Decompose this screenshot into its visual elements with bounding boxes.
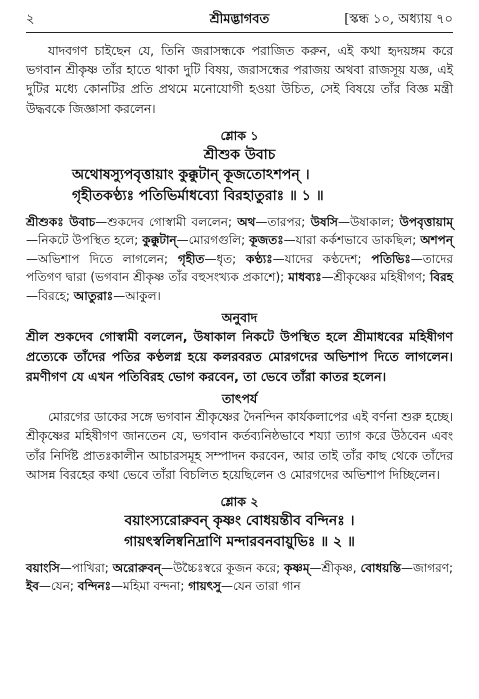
verse-1-speaker: শ্রীশুক উবাচ: [203, 146, 276, 163]
synonym-word: উষসি: [310, 214, 338, 229]
header-rule: [26, 32, 453, 33]
verse-1-label: শ্লোক ১: [220, 127, 259, 143]
verse-2-line-2: গায়ৎস্বলিষ্বনিদ্রাণি মন্দারবনবায়ুভিঃ ॥ ২ ॥: [124, 533, 355, 550]
synonym-word: বয়াংসি: [26, 560, 60, 575]
synonym-word: কূজতঃ: [249, 233, 284, 248]
synonym-meaning: —উচ্চৈঃস্বরে কূজন করে;: [161, 560, 284, 575]
synonym-word: বোধয়ন্তি: [360, 560, 402, 575]
page-number: ২: [26, 12, 35, 27]
synonym-meaning: —ধৃত;: [204, 251, 247, 266]
verse-2-line-1: বয়াংস্যরোরুবন্ কৃষ্ণং বোধয়ন্তীব বন্দিনঃ ।: [124, 512, 355, 529]
synonym-meaning: —পাখিরা;: [59, 560, 113, 575]
verse-1-line-1: অথোষস্যুপবৃত্তায়াং কুক্কুটান্ কূজতোঽশপন্ ।: [72, 166, 310, 183]
verse-1-translation: শ্রীল শুকদেব গোস্বামী বললেন, উষাকাল নিকটে উপস্থিত হলে শ্রীমাধবের মহিষীগণ প্রত্যেকে তাঁদের পতির কণ্ঠলগ্ন হয়ে কলরবরত মোরগদের অভিশাপ দিতে লাগলেন। রমণীগণ যে এখন পতিবিরহ ভোগ করবেন, তা ভেবে তাঁরা কাতর হলেন।: [26, 329, 453, 384]
synonym-meaning: —শ্রীকৃষ্ণ,: [309, 560, 361, 575]
intro-paragraph: যাদবগণ চাইছেন যে, তিনি জরাসন্ধকে পরাজিত করুন, এই কথা হৃদয়ঙ্গম করে ভগবান শ্রীকৃষ্ণ তাঁর হাতে থাকা দুটি বিষয়, জরাসন্ধের পরাজয় অথবা রাজসূয় যজ্ঞ, এই দুটির মধ্যে কোনটির প্রতি প্রথমে মনোযোগী হওয়া উচিত, সেই বিষয়ে তাঁর বিজ্ঞ মন্ত্রী উদ্ধবকে জিজ্ঞাসা করলেন।: [26, 44, 453, 116]
synonym-word: কণ্ঠ্যঃ: [246, 251, 273, 266]
synonym-meaning: —যারা কর্কশভাবে ডাকছিল;: [283, 233, 421, 248]
page-body: [26, 42, 453, 596]
synonym-word: বন্দিনঃ: [77, 579, 112, 594]
synonym-word: আতুরাঃ: [73, 288, 114, 303]
synonym-word: উপবৃত্তায়াম্: [399, 214, 453, 229]
verse-1-line-2: গৃহীতকণ্ঠ্যঃ পতিভির্মাধব্যো বিরহাতুরাঃ ॥ ১ ॥: [72, 187, 324, 204]
synonym-meaning: —মহিমা বন্দনা;: [111, 579, 189, 594]
synonym-meaning: —শ্রীকৃষ্ণের মহিষীগণ;: [321, 270, 430, 285]
synonym-meaning: —মোরগগুলি;: [176, 233, 250, 248]
synonym-word: কুক্কুটান্: [142, 233, 177, 248]
synonym-meaning: —আকুল।: [113, 288, 161, 303]
synonym-meaning: —যেন;: [38, 579, 78, 594]
translation-label: অনুবাদ: [221, 310, 258, 326]
synonym-word: গৃহীত: [177, 251, 205, 266]
synonym-meaning: —তাদের পতিগণ দ্বারা (ভগবান শ্রীকৃষ্ণ তাঁর বহুসংখ্যক প্রকাশে);: [26, 251, 453, 285]
page-header: [26, 10, 453, 32]
synonym-meaning: —বিরহে;: [26, 288, 74, 303]
synonym-word: অশপন্: [420, 233, 453, 248]
synonym-meaning: —অভিশাপ দিতে লাগলেন;: [26, 251, 178, 266]
synonym-word: শ্রীশুকঃ উবাচ: [26, 214, 96, 229]
verse-1-synonyms: [26, 213, 453, 306]
chapter-info: [স্কন্ধ ১০, অধ্যায় ৭০: [344, 12, 453, 27]
synonym-meaning: —উষাকাল;: [337, 214, 400, 229]
synonym-meaning: —নিকটে উপস্থিত হলে;: [26, 233, 143, 248]
purport-label: তাৎপর্য: [221, 391, 258, 407]
verse-1-purport: মোরগের ডাকের সঙ্গে ভগবান শ্রীকৃষ্ণের দৈনন্দিন কার্যকলাপের এই বর্ণনা শুরু হচ্ছে। শ্রীকৃষ্ণের মহিষীগণ জানতেন যে, ভগবান কর্তব্যনিষ্ঠভাবে শয্যা ত্যাগ করে উঠবেন এবং তাঁর নির্দিষ্ট প্রাতঃকালীন আচারসমূহ সম্পাদন করবেন, আর তাই তাঁর কাছ থেকে তাঁদের আসন্ন বিরহের কথা ভেবে তাঁরা বিচলিত হয়েছিলেন ও মোরগদের অভিশাপ দিচ্ছিলেন।: [26, 410, 453, 482]
synonym-meaning: —শুকদেব গোস্বামী বললেন;: [95, 214, 238, 229]
synonym-meaning: —যাদের কণ্ঠদেশ;: [272, 251, 372, 266]
synonym-meaning: —জাগরণ;: [401, 560, 453, 575]
synonym-meaning: —যেন তারা গান: [220, 579, 301, 594]
synonym-word: অরোরুবন্: [112, 560, 162, 575]
synonym-word: পতিভিঃ: [371, 251, 411, 266]
book-title: শ্রীমদ্ভাগবত: [209, 12, 270, 27]
verse-2-synonyms: [26, 559, 453, 596]
synonym-word: ইব: [26, 579, 39, 594]
synonym-word: মাধব্যঃ: [288, 270, 322, 285]
synonym-meaning: —তারপর;: [255, 214, 311, 229]
synonym-word: বিরহ: [429, 270, 453, 285]
synonym-word: অথ: [237, 214, 256, 229]
synonym-word: গায়ৎসু: [188, 579, 221, 594]
synonym-word: কৃষ্ণম্: [284, 560, 310, 575]
verse-2-label: শ্লোক ২: [220, 493, 259, 509]
